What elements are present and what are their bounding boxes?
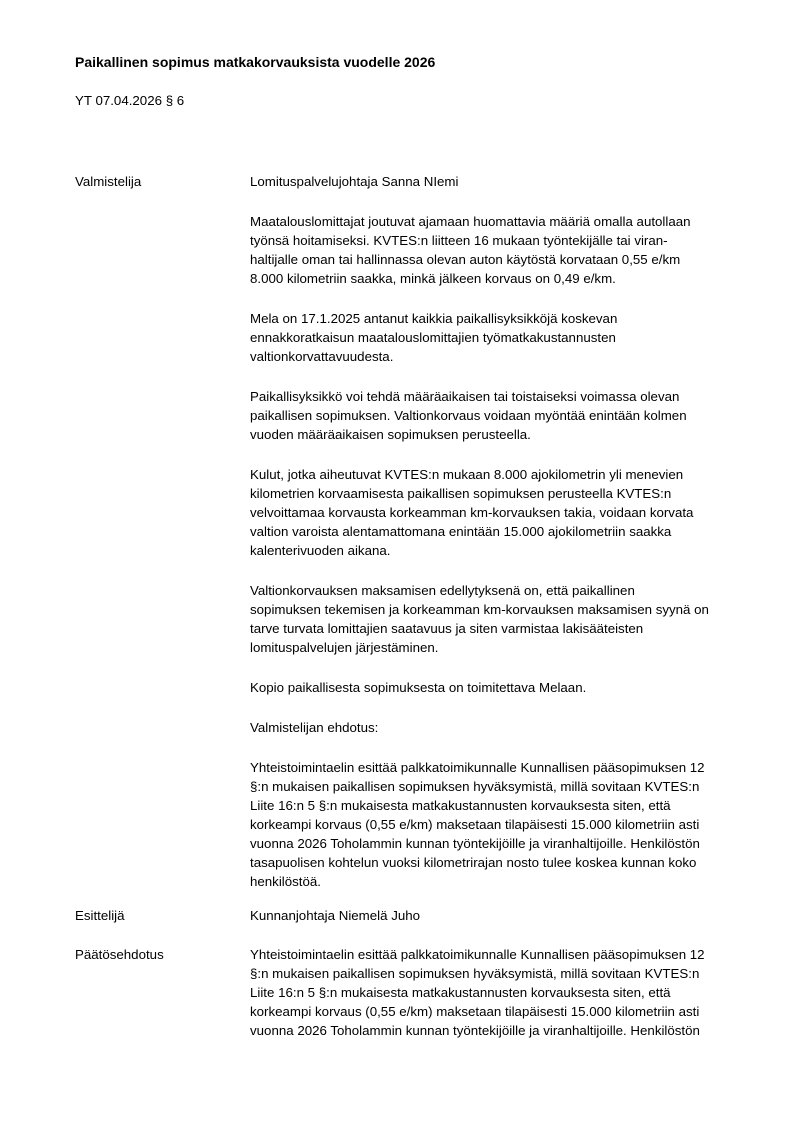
text-line: lomituspalvelujen järjestäminen. (250, 640, 439, 655)
section-label: Esittelijä (75, 908, 125, 923)
text-line: paikallisen sopimuksen. Valtionkorvaus voidaan myöntää enintään kolmen (250, 408, 687, 423)
text-line: kalenterivuoden aikana. (250, 543, 391, 558)
text-line: 8.000 kilometriin saakka, minkä jälkeen korvaus on 0,49 e/km. (250, 271, 616, 286)
section-label: Päätösehdotus (75, 947, 164, 962)
text-line: sopimuksen tekemisen ja korkeamman km-korvauksen maksamisen syynä on (250, 602, 709, 617)
text-line: Maatalouslomittajat joutuvat ajamaan huomattavia määriä omalla autollaan (250, 214, 691, 229)
text-line: haltijalle oman tai hallinnassa olevan auton käytöstä korvataan 0,55 e/km (250, 252, 681, 267)
text-line: tarve turvata lomittajien saatavuus ja siten varmistaa lakisääteisten (250, 621, 644, 636)
paragraph (250, 172, 747, 191)
text-line: henkilöstöä. (250, 874, 321, 889)
text-line: vuonna 2026 Toholammin kunnan työntekijöille ja viranhaltijoille. Henkilöstön (250, 836, 700, 851)
paragraph (250, 309, 747, 366)
text-line: §:n mukaisen paikallisen sopimuksen hyväksymistä, millä sovitaan KVTES:n (250, 779, 700, 794)
text-line: Kunnanjohtaja Niemelä Juho (250, 908, 421, 923)
text-line: Liite 16:n 5 §:n mukaisesta matkakustannusten korvauksesta siten, että (250, 985, 671, 1000)
text-line: Paikallisyksikkö voi tehdä määräaikaisen tai toistaiseksi voimassa olevan (250, 389, 680, 404)
text-line: Kulut, jotka aiheutuvat KVTES:n mukaan 8.000 ajokilometrin yli menevien (250, 467, 684, 482)
text-line: vuoden määräaikaisen sopimuksen perusteella. (250, 427, 531, 442)
text-line: Kopio paikallisesta sopimuksesta on toimitettava Melaan. (250, 680, 587, 695)
text-line: Liite 16:n 5 §:n mukaisesta matkakustannusten korvauksesta siten, että (250, 798, 671, 813)
paragraph (250, 678, 747, 697)
text-line: tasapuolisen kohtelun vuoksi kilometrirajan nosto tulee koskea kunnan koko (250, 855, 697, 870)
text-line: työnsä hoitamiseksi. KVTES:n liitteen 16 mukaan työntekijälle tai viran- (250, 233, 668, 248)
section-valmistelija (75, 172, 747, 891)
text-line: Valtionkorvauksen maksamisen edellytyksenä on, että paikallinen (250, 583, 635, 598)
text-line: ennakkoratkaisun maatalouslomittajien työmatkakustannusten (250, 330, 616, 345)
text-line: Yhteistoimintaelin esittää palkkatoimikunnalle Kunnallisen pääsopimuksen 12 (250, 760, 705, 775)
paragraph (250, 718, 747, 737)
text-line: velvoittamaa korvausta korkeamman km-korvauksen takia, voidaan korvata (250, 505, 694, 520)
text-line: Yhteistoimintaelin esittää palkkatoimikunnalle Kunnallisen pääsopimuksen 12 (250, 947, 705, 962)
document-body (75, 172, 747, 1040)
section-content (250, 945, 747, 1040)
text-line: Valmistelijan ehdotus: (250, 720, 379, 735)
text-line: korkeampi korvaus (0,55 e/km) maksetaan tilapäisesti 15.000 kilometriin asti (250, 1004, 700, 1019)
paragraph (250, 758, 747, 891)
paragraph (250, 906, 747, 925)
text-line: Mela on 17.1.2025 antanut kaikkia paikallisyksikköjä koskevan (250, 311, 618, 326)
text-line: valtion varoista alentamattomana enintään 15.000 ajokilometriin saakka (250, 524, 672, 539)
text-line: vuonna 2026 Toholammin kunnan työntekijöille ja viranhaltijoille. Henkilöstön (250, 1023, 700, 1038)
text-line: Lomituspalvelujohtaja Sanna NIemi (250, 174, 459, 189)
document-title: Paikallinen sopimus matkakorvauksista vuodelle 2026 (75, 54, 436, 70)
paragraph (250, 945, 747, 1040)
document-reference: YT 07.04.2026 § 6 (75, 93, 185, 108)
text-line: kilometrien korvaamisesta paikallisen sopimuksen perusteella KVTES:n (250, 486, 672, 501)
paragraph (250, 387, 747, 444)
text-line: valtionkorvattavuudesta. (250, 349, 394, 364)
paragraph (250, 212, 747, 288)
text-line: korkeampi korvaus (0,55 e/km) maksetaan tilapäisesti 15.000 kilometriin asti (250, 817, 700, 832)
paragraph (250, 581, 747, 657)
paragraph (250, 465, 747, 560)
section-content (250, 172, 747, 891)
section-label: Valmistelija (75, 174, 142, 189)
section-esittelija (75, 906, 747, 925)
section-content (250, 906, 747, 925)
section-paatosehdotus (75, 945, 747, 1040)
text-line: §:n mukaisen paikallisen sopimuksen hyväksymistä, millä sovitaan KVTES:n (250, 966, 700, 981)
